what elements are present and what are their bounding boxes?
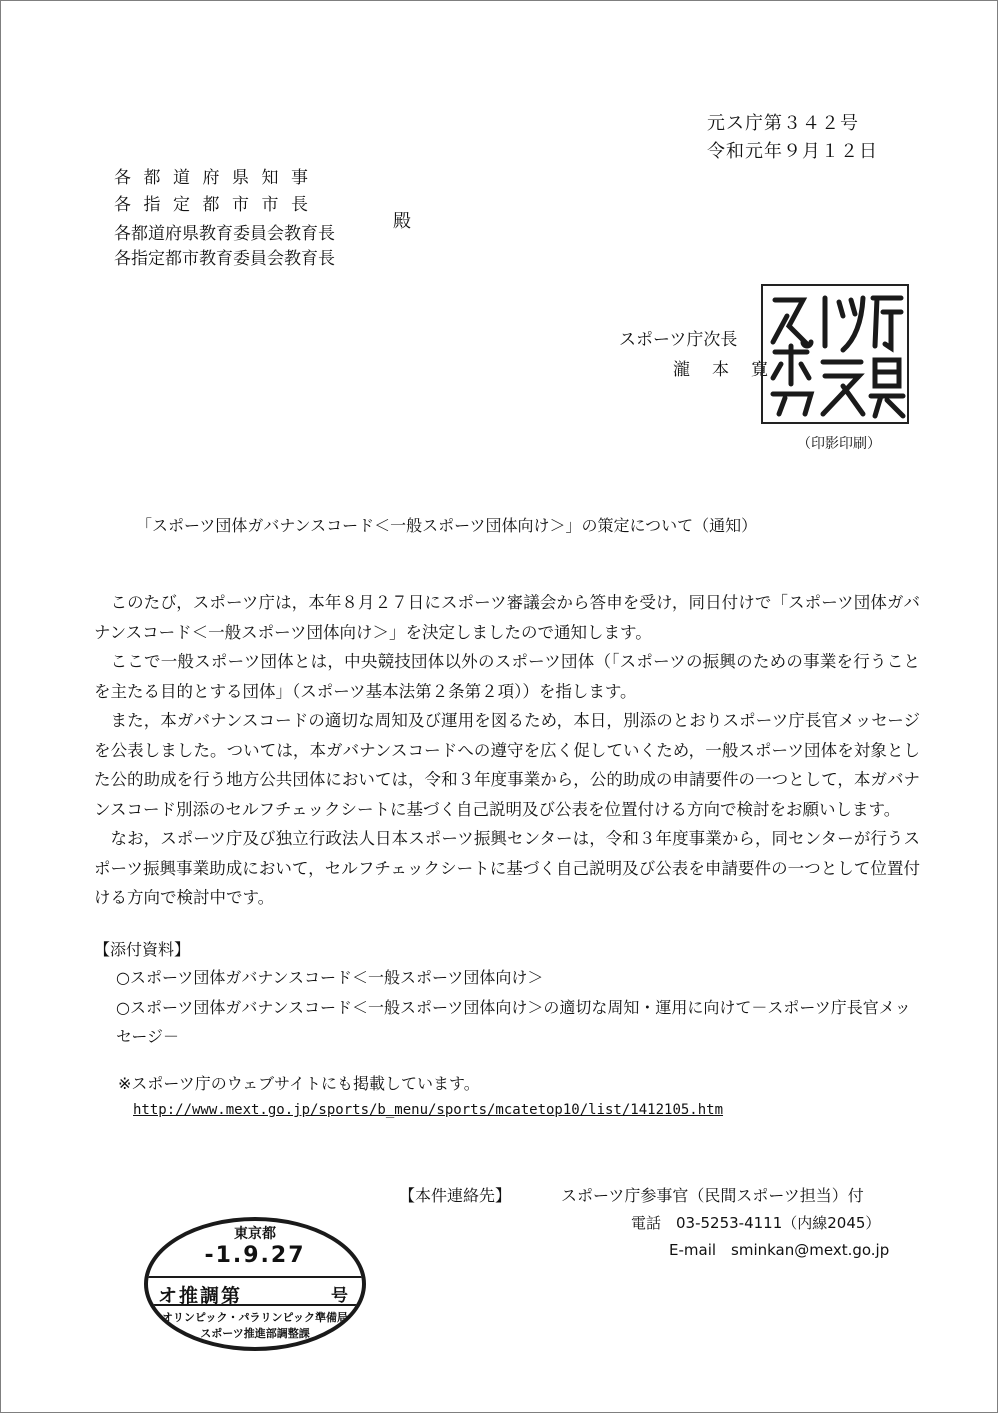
seal-glyphs-icon <box>763 286 907 422</box>
sender-title: スポーツ庁次長 <box>619 330 738 350</box>
document-subject: 「スポーツ団体ガバナンスコード＜一般スポーツ団体向け＞」の策定について（通知） <box>136 516 758 535</box>
sender-name: 瀧本寛 <box>673 360 790 380</box>
receipt-stamp <box>144 1217 366 1351</box>
honorific: 殿 <box>393 211 411 232</box>
body-paragraph: このたび，スポーツ庁は，本年８月２７日にスポーツ審議会から答申を受け，同日付けで「スポーツ団体ガバナンスコード＜一般スポーツ団体向け＞」を決定しましたので通知します。 <box>94 593 920 642</box>
contact-phone: 電話 03-5253-4111（内線2045） <box>631 1214 881 1232</box>
document-date: 令和元年９月１２日 <box>707 141 878 162</box>
body-paragraph: ここで一般スポーツ団体とは，中央競技団体以外のスポーツ団体（「スポーツの振興のための事業を行うことを主たる目的とする団体」（スポーツ基本法第２条第２項））を指します。 <box>94 652 920 701</box>
addressee-line: 各都道府県知事 <box>114 168 321 188</box>
stamp-date: -1.9.27 <box>204 1243 306 1268</box>
official-seal <box>761 284 909 424</box>
body-paragraph: なお，スポーツ庁及び独立行政法人日本スポーツ振興センターは，令和３年度事業から，同センターが行うスポーツ振興事業助成において，セルフチェックシートに基づく自己説明及び公表を申請要件の一つとして位置付ける方向で検討中です。 <box>94 829 920 907</box>
contact-email: E-mail sminkan@mext.go.jp <box>669 1241 890 1259</box>
document-number: 元ス庁第３４２号 <box>707 113 859 134</box>
stamp-reference-band <box>148 1276 362 1306</box>
stamp-organization: 東京都 <box>234 1226 276 1242</box>
attachments-heading: 【添付資料】 <box>94 940 191 959</box>
seal-note: （印影印刷） <box>797 436 881 452</box>
attachment-item: ○スポーツ団体ガバナンスコード＜一般スポーツ団体向け＞の適切な周知・運用に向けて－スポーツ庁長官メッセージ－ <box>116 998 911 1046</box>
stamp-bureau: オリンピック・パラリンピック準備局 <box>161 1311 349 1324</box>
attachment-item: ○スポーツ団体ガバナンスコード＜一般スポーツ団体向け＞ <box>116 968 544 987</box>
addressee-line: 各指定都市教育委員会教育長 <box>114 249 335 269</box>
stamp-number-suffix: 号 <box>331 1286 348 1306</box>
website-url: http://www.mext.go.jp/sports/b_menu/sports/mcatetop10/list/1412105.htm <box>133 1102 724 1118</box>
contact-label: 【本件連絡先】 <box>399 1186 512 1205</box>
addressee-line: 各都道府県教育委員会教育長 <box>114 224 335 244</box>
contact-department: スポーツ庁参事官（民間スポーツ担当）付 <box>561 1186 864 1205</box>
body-paragraph: また，本ガバナンスコードの適切な周知及び運用を図るため，本日，別添のとおりスポーツ庁長官メッセージを公表しました。ついては，本ガバナンスコードへの遵守を広く促していくため，一般スポーツ団体を対象とした公的助成を行う地方公共団体においては，令和３年度事業から，公的助成の申請要件の一つとして，本ガバナンスコード別添のセルフチェックシートに基づく自己説明及び公表を位置付ける方向で検討をお願いします。 <box>94 711 920 819</box>
addressee-line: 各指定都市市長 <box>114 195 321 215</box>
stamp-reference: オ推調第 <box>158 1285 243 1307</box>
stamp-division: スポーツ推進部調整課 <box>200 1327 310 1340</box>
website-note: ※スポーツ庁のウェブサイトにも掲載しています。 <box>118 1074 480 1093</box>
document-body <box>94 588 920 913</box>
